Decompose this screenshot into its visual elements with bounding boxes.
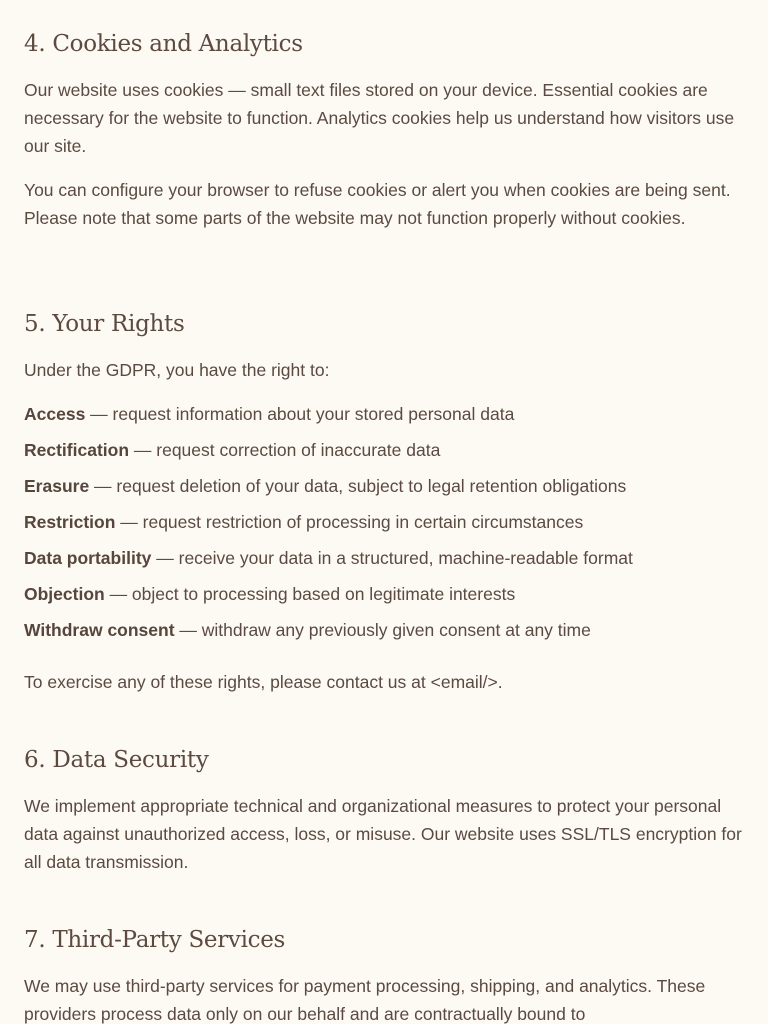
right-description: — receive your data in a structured, machine-readable format	[151, 548, 633, 568]
rights-contact-note: To exercise any of these rights, please contact us at <email/>.	[24, 672, 503, 692]
right-term: Objection	[24, 584, 105, 604]
right-term: Erasure	[24, 476, 90, 496]
right-item-restriction	[24, 510, 749, 534]
right-description: — request restriction of processing in certain circumstances	[115, 512, 584, 532]
right-description: — withdraw any previously given consent at any time	[174, 620, 591, 640]
right-item-access	[24, 402, 749, 426]
right-description: — request correction of inaccurate data	[129, 440, 441, 460]
section-heading-rights: 5. Your Rights	[24, 311, 185, 337]
right-item-erasure	[24, 474, 749, 498]
right-term: Rectification	[24, 440, 130, 460]
right-description: — request deletion of your data, subject to legal retention obligations	[89, 476, 627, 496]
right-item-rectification	[24, 438, 749, 462]
right-description: — object to processing based on legitimate interests	[104, 584, 516, 604]
section-heading-security: 6. Data Security	[24, 747, 209, 773]
right-item-withdraw-consent	[24, 618, 749, 642]
right-term: Withdraw consent	[24, 620, 175, 640]
right-item-objection	[24, 582, 749, 606]
right-description: — request information about your stored personal data	[85, 404, 515, 424]
rights-intro: Under the GDPR, you have the right to:	[24, 360, 330, 380]
section-heading-third-party: 7. Third-Party Services	[24, 927, 286, 953]
cookies-paragraph-2: You can configure your browser to refuse cookies or alert you when cookies are being sent. Please note that some parts of the website may not function properly without cookies.	[24, 180, 731, 228]
cookies-paragraph-1: Our website uses cookies — small text files stored on your device. Essential cookies are necessary for the website to function. Analytics cookies help us understand how visitors use our site.	[24, 80, 735, 156]
right-item-data-portability	[24, 546, 749, 570]
privacy-policy-content	[24, 0, 754, 1024]
right-term: Restriction	[24, 512, 116, 532]
third-party-paragraph: We may use third-party services for payment processing, shipping, and analytics. These providers process data only on our behalf and are contractually bound to	[24, 976, 706, 1024]
right-term: Access	[24, 404, 86, 424]
section-heading-cookies: 4. Cookies and Analytics	[24, 31, 303, 57]
security-paragraph: We implement appropriate technical and organizational measures to protect your personal data against unauthorized access, loss, or misuse. Our website uses SSL/TLS encryption for all data transmission.	[24, 796, 742, 872]
right-term: Data portability	[24, 548, 152, 568]
